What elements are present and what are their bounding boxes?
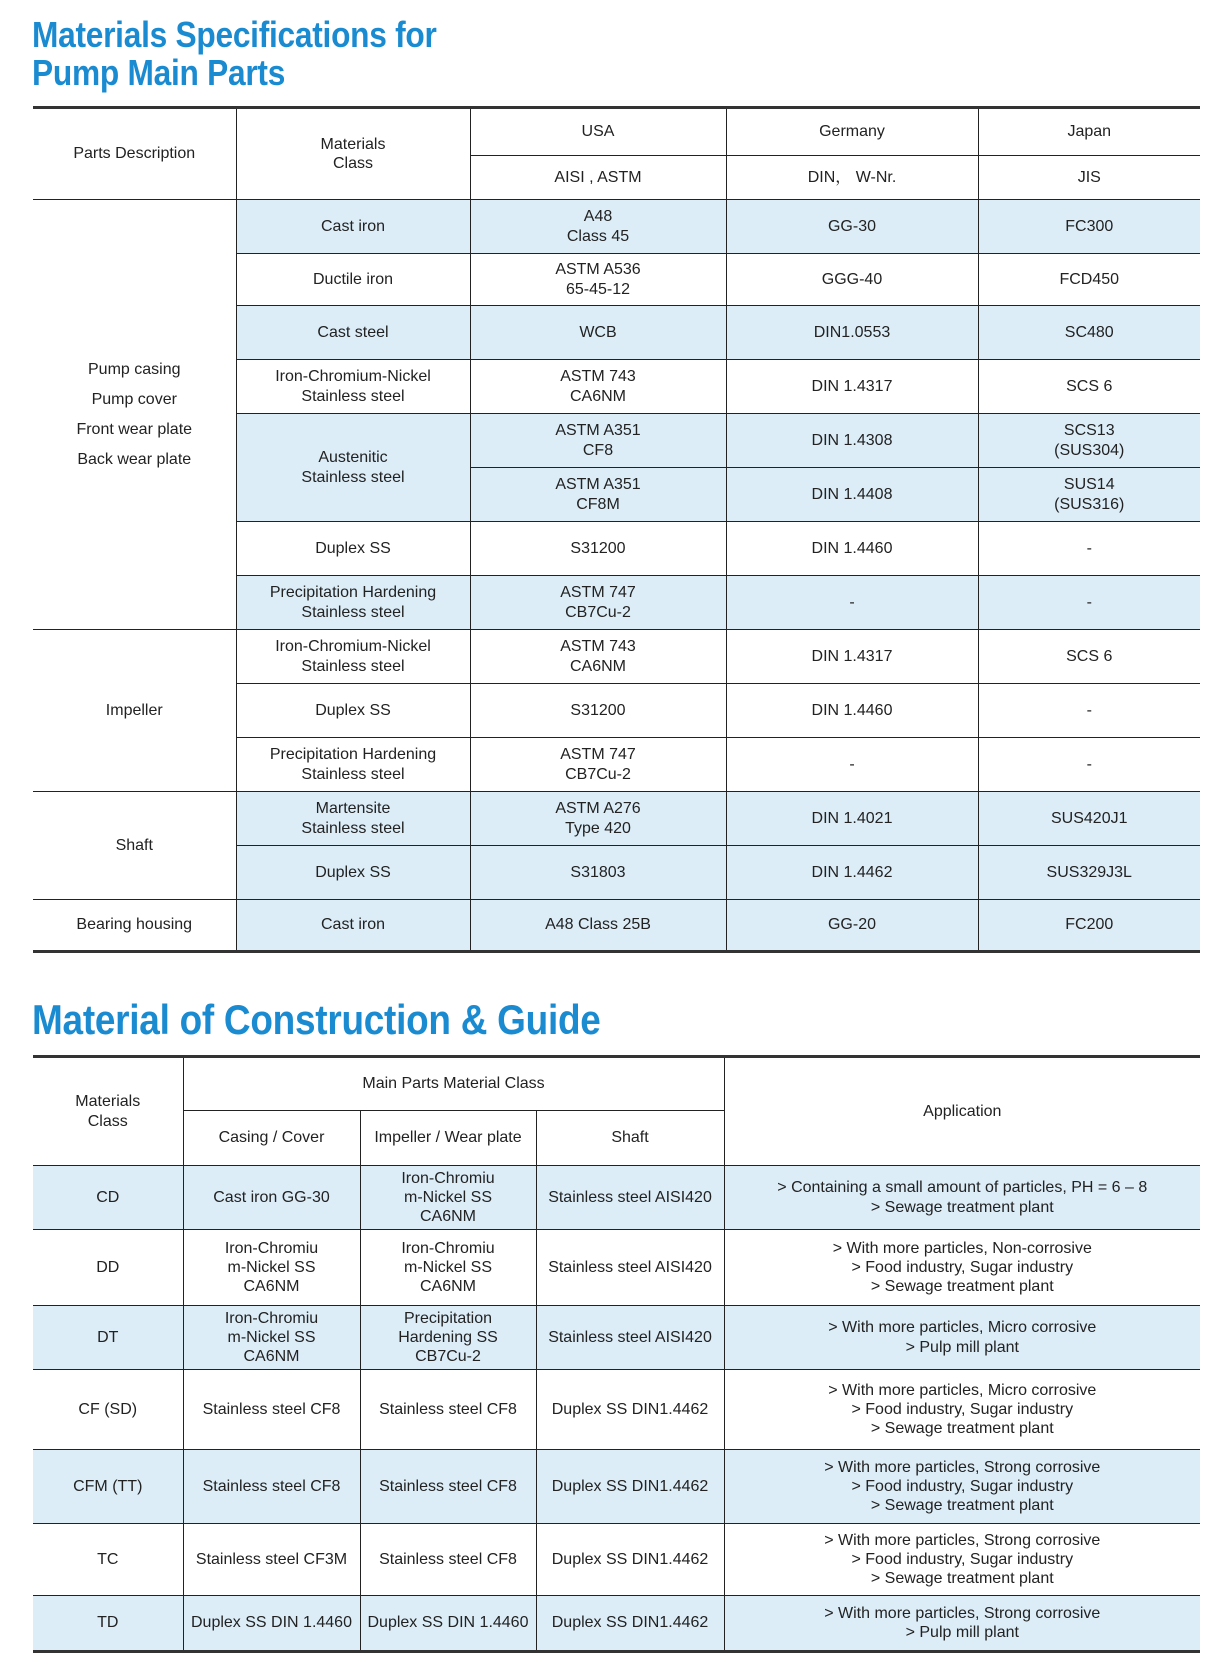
usa-cell: WCB [470,306,726,360]
guide-section-title: Material of Construction & Guide [32,996,601,1043]
application-cell: > With more particles, Non-corrosive > Food industry, Sugar industry > Sewage treatment plant [724,1230,1200,1306]
impeller-cell: Stainless steel CF8 [360,1524,536,1596]
japan-cell: - [978,684,1200,738]
header-materials-class: Materials Class [33,1057,183,1166]
header-shaft: Shaft [536,1111,724,1166]
material-cell: Precipitation Hardening Stainless steel [236,738,470,792]
casing-cell: Iron-Chromiu m-Nickel SS CA6NM [183,1230,360,1306]
usa-cell: ASTM 747 CB7Cu-2 [470,576,726,630]
material-cell: Cast iron [236,200,470,254]
germany-cell: - [726,738,978,792]
impeller-cell: Stainless steel CF8 [360,1450,536,1524]
application-cell: > With more particles, Strong corrosive > Food industry, Sugar industry > Sewage treatment plant [724,1524,1200,1596]
header-materials-class: Materials Class [236,108,470,200]
header-japan: Japan [978,108,1200,156]
usa-cell: S31200 [470,684,726,738]
japan-cell: SUS14 (SUS316) [978,468,1200,522]
material-cell: Duplex SS [236,684,470,738]
casing-cell: Cast iron GG-30 [183,1166,360,1230]
material-cell: Cast steel [236,306,470,360]
usa-cell: S31803 [470,846,726,900]
header-main-parts: Main Parts Material Class [183,1057,724,1111]
class-cell: TD [33,1596,183,1652]
class-cell: CFM (TT) [33,1450,183,1524]
germany-cell: DIN 1.4021 [726,792,978,846]
shaft-cell: Stainless steel AISI420 [536,1166,724,1230]
japan-cell: FC200 [978,900,1200,952]
casing-cell: Stainless steel CF3M [183,1524,360,1596]
material-cell: Cast iron [236,900,470,952]
japan-cell: SCS 6 [978,360,1200,414]
casing-cell: Iron-Chromiu m-Nickel SS CA6NM [183,1306,360,1370]
shaft-cell: Duplex SS DIN1.4462 [536,1596,724,1652]
impeller-cell: Iron-Chromiu m-Nickel SS CA6NM [360,1230,536,1306]
impeller-cell: Precipitation Hardening SS CB7Cu-2 [360,1306,536,1370]
usa-cell: ASTM A536 65-45-12 [470,254,726,306]
germany-cell: GG-30 [726,200,978,254]
part-group-impeller: Impeller [33,630,236,792]
spec-section-title: Materials Specifications for Pump Main Parts [32,14,437,94]
germany-cell: DIN 1.4460 [726,522,978,576]
material-cell: Austenitic Stainless steel [236,414,470,522]
usa-cell: ASTM A276 Type 420 [470,792,726,846]
construction-guide-table [33,1055,1200,1653]
germany-cell: DIN 1.4462 [726,846,978,900]
material-cell: Precipitation Hardening Stainless steel [236,576,470,630]
header-casing-cover: Casing / Cover [183,1111,360,1166]
shaft-cell: Duplex SS DIN1.4462 [536,1370,724,1450]
impeller-cell: Duplex SS DIN 1.4460 [360,1596,536,1652]
material-cell: Ductile iron [236,254,470,306]
germany-cell: DIN 1.4317 [726,360,978,414]
header-application: Application [724,1057,1200,1166]
application-cell: > With more particles, Micro corrosive > Pulp mill plant [724,1306,1200,1370]
usa-cell: A48 Class 25B [470,900,726,952]
header-germany: Germany [726,108,978,156]
material-cell: Martensite Stainless steel [236,792,470,846]
germany-cell: DIN 1.4317 [726,630,978,684]
usa-cell: ASTM 747 CB7Cu-2 [470,738,726,792]
shaft-cell: Duplex SS DIN1.4462 [536,1524,724,1596]
germany-cell: GGG-40 [726,254,978,306]
impeller-cell: Iron-Chromiu m-Nickel SS CA6NM [360,1166,536,1230]
germany-cell: DIN1.0553 [726,306,978,360]
germany-cell: GG-20 [726,900,978,952]
header-parts-description: Parts Description [33,108,236,200]
germany-cell: DIN 1.4408 [726,468,978,522]
class-cell: TC [33,1524,183,1596]
usa-cell: S31200 [470,522,726,576]
japan-cell: SC480 [978,306,1200,360]
material-cell: Duplex SS [236,522,470,576]
shaft-cell: Stainless steel AISI420 [536,1306,724,1370]
japan-cell: - [978,576,1200,630]
casing-cell: Stainless steel CF8 [183,1450,360,1524]
japan-cell: SCS13 (SUS304) [978,414,1200,468]
japan-cell: FC300 [978,200,1200,254]
application-cell: > With more particles, Micro corrosive > Food industry, Sugar industry > Sewage treatment plant [724,1370,1200,1450]
germany-cell: DIN 1.4308 [726,414,978,468]
application-cell: > Containing a small amount of particles, PH = 6 – 8 > Sewage treatment plant [724,1166,1200,1230]
header-impeller-wear-plate: Impeller / Wear plate [360,1111,536,1166]
japan-cell: - [978,738,1200,792]
part-group-bearing-housing: Bearing housing [33,900,236,952]
usa-cell: A48 Class 45 [470,200,726,254]
material-cell: Iron-Chromium-Nickel Stainless steel [236,360,470,414]
usa-cell: ASTM 743 CA6NM [470,630,726,684]
class-cell: DT [33,1306,183,1370]
materials-spec-table [33,106,1200,953]
application-cell: > With more particles, Strong corrosive > Food industry, Sugar industry > Sewage treatment plant [724,1450,1200,1524]
usa-cell: ASTM 743 CA6NM [470,360,726,414]
header-germany-standard: DIN， W-Nr. [726,156,978,200]
shaft-cell: Duplex SS DIN1.4462 [536,1450,724,1524]
header-usa: USA [470,108,726,156]
casing-cell: Duplex SS DIN 1.4460 [183,1596,360,1652]
impeller-cell: Stainless steel CF8 [360,1370,536,1450]
material-cell: Duplex SS [236,846,470,900]
material-cell: Iron-Chromium-Nickel Stainless steel [236,630,470,684]
header-japan-standard: JIS [978,156,1200,200]
part-group-pump: Pump casing Pump cover Front wear plate Back wear plate [33,200,236,630]
japan-cell: SUS329J3L [978,846,1200,900]
japan-cell: SCS 6 [978,630,1200,684]
class-cell: DD [33,1230,183,1306]
usa-cell: ASTM A351 CF8 [470,414,726,468]
part-group-shaft: Shaft [33,792,236,900]
header-usa-standard: AISI , ASTM [470,156,726,200]
germany-cell: - [726,576,978,630]
japan-cell: SUS420J1 [978,792,1200,846]
casing-cell: Stainless steel CF8 [183,1370,360,1450]
usa-cell: ASTM A351 CF8M [470,468,726,522]
class-cell: CF (SD) [33,1370,183,1450]
germany-cell: DIN 1.4460 [726,684,978,738]
class-cell: CD [33,1166,183,1230]
japan-cell: FCD450 [978,254,1200,306]
application-cell: > With more particles, Strong corrosive > Pulp mill plant [724,1596,1200,1652]
shaft-cell: Stainless steel AISI420 [536,1230,724,1306]
japan-cell: - [978,522,1200,576]
